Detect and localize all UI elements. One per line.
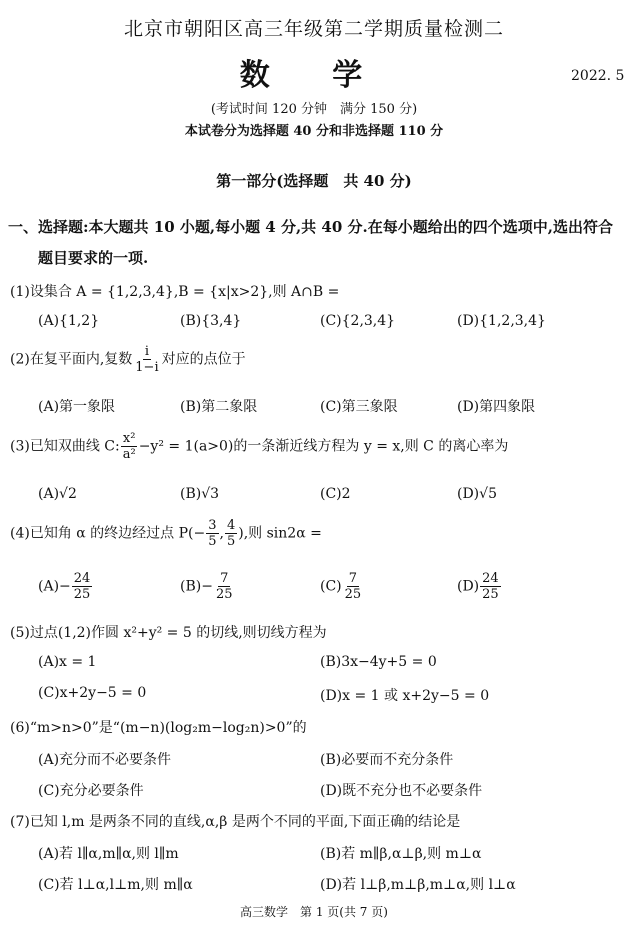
question-2-fraction	[133, 344, 160, 375]
question-3-option-d: (D)√5	[457, 486, 497, 502]
part-heading: 第一部分(选择题 共 40 分)	[216, 172, 412, 190]
question-6-option-a: (A)充分而不必要条件	[38, 752, 172, 768]
question-4-x-denominator: 5	[208, 534, 217, 549]
question-2-stem-pre: (2)在复平面内,复数	[10, 351, 133, 368]
question-2-option-d: (D)第四象限	[457, 399, 536, 415]
exam-title: 北京市朝阳区高三年级第二学期质量检测二	[123, 18, 504, 40]
question-3-fraction	[121, 431, 138, 462]
question-1-option-a: (A){1,2}	[38, 313, 100, 329]
question-4-stem: (4)已知角 α 的终边经过点 P(− $\frac{3}{5}$ , $\frac{4}{5}$ ),则 sin2α =	[10, 518, 322, 549]
question-2-option-b: (B)第二象限	[180, 399, 258, 415]
question-4-y-numerator: 4	[226, 518, 236, 533]
instruction-line-1: 一、选择题:本大题共 10 小题,每小题 4 分,共 40 分.在每小题给出的四个选项中,选出符合	[8, 218, 613, 236]
question-3-stem-pre: (3)已知双曲线 C:	[10, 438, 120, 455]
option-denominator: 25	[344, 587, 362, 602]
question-1-option-c: (C){2,3,4}	[320, 313, 396, 329]
question-4-stem-post: ),则 sin2α =	[238, 525, 322, 542]
question-1-option-b: (B){3,4}	[180, 313, 242, 329]
question-3-option-b: (B)√3	[180, 486, 220, 502]
question-3-option-c: (C)2	[320, 486, 351, 502]
option-numerator: 7	[348, 571, 358, 586]
question-5-option-b: (B)3x−4y+5 = 0	[320, 654, 437, 670]
question-2-fraction-numerator: i	[144, 344, 150, 359]
exam-duration-info: (考试时间 120 分钟 满分 150 分)	[210, 102, 418, 117]
question-4-stem-pre: (4)已知角 α 的终边经过点 P(−	[10, 525, 206, 542]
question-2-fraction-denominator: 1−i	[135, 360, 159, 375]
option-label: (C)	[320, 578, 342, 595]
question-7-option-d: (D)若 l⊥β,m⊥β,m⊥α,则 l⊥α	[320, 877, 516, 893]
paper-score-info: 本试卷分为选择题 40 分和非选择题 110 分	[184, 124, 444, 139]
option-label: (A)−	[38, 578, 71, 595]
question-4-option-c	[320, 571, 364, 602]
option-fraction	[480, 571, 501, 602]
question-3-option-a: (A)√2	[38, 486, 77, 502]
option-denominator: 25	[215, 587, 233, 602]
question-4-option-d	[457, 571, 502, 602]
question-5-option-d: (D)x = 1 或 x+2y−5 = 0	[320, 688, 490, 704]
question-4-option-a	[38, 571, 93, 602]
option-numerator: 24	[482, 571, 499, 586]
question-2-option-c: (C)第三象限	[320, 399, 398, 415]
option-label: (B)−	[180, 578, 213, 595]
option-fraction	[343, 571, 364, 602]
question-7-option-c: (C)若 l⊥α,l⊥m,则 m∥α	[38, 877, 193, 893]
question-6-option-c: (C)充分必要条件	[38, 783, 144, 799]
option-denominator: 25	[73, 587, 91, 602]
question-7-option-a: (A)若 l∥α,m∥α,则 l∥m	[38, 846, 179, 862]
question-6-option-b: (B)必要而不充分条件	[320, 752, 454, 768]
page-footer: 高三数学 第 1 页(共 7 页)	[240, 905, 388, 919]
question-6-option-d: (D)既不充分也不必要条件	[320, 783, 483, 799]
question-7-option-b: (B)若 m∥β,α⊥β,则 m⊥α	[320, 846, 482, 862]
option-numerator: 24	[73, 571, 91, 586]
exam-date: 2022. 5	[571, 68, 625, 84]
question-4-fraction-y	[225, 518, 237, 549]
instruction-line-2: 题目要求的一项.	[38, 249, 149, 267]
question-4-x-numerator: 3	[208, 518, 217, 533]
question-2-stem-post: 对应的点位于	[161, 351, 246, 368]
question-4-option-b	[180, 571, 236, 602]
question-3-fraction-denominator: a²	[122, 447, 136, 462]
question-3-stem-post: −y² = 1(a>0)的一条渐近线方程为 y = x,则 C 的离心率为	[138, 438, 509, 455]
question-4-fraction-x	[206, 518, 218, 549]
question-4-y-denominator: 5	[226, 534, 236, 549]
question-3-fraction-numerator: x²	[122, 431, 136, 446]
option-fraction	[72, 571, 93, 602]
question-1-stem: (1)设集合 A = {1,2,3,4},B = {x|x>2},则 A∩B =	[10, 284, 340, 300]
question-5-option-c: (C)x+2y−5 = 0	[38, 685, 147, 701]
question-2-option-a: (A)第一象限	[38, 399, 116, 415]
option-numerator: 7	[220, 571, 229, 586]
option-label: (D)	[457, 578, 480, 595]
question-5-stem: (5)过点(1,2)作圆 x²+y² = 5 的切线,则切线方程为	[10, 625, 327, 641]
option-denominator: 25	[482, 587, 499, 602]
question-1-option-d: (D){1,2,3,4}	[457, 313, 546, 329]
question-6-stem: (6)“m>n>0”是“(m−n)(log₂m−log₂n)>0”的	[10, 720, 307, 736]
question-3-stem	[10, 431, 508, 462]
subject-title: 数 学	[239, 58, 389, 93]
question-5-option-a: (A)x = 1	[38, 654, 97, 670]
question-7-stem: (7)已知 l,m 是两条不同的直线,α,β 是两个不同的平面,下面正确的结论是	[10, 814, 461, 830]
option-fraction	[214, 571, 235, 602]
question-2-stem	[10, 344, 246, 375]
